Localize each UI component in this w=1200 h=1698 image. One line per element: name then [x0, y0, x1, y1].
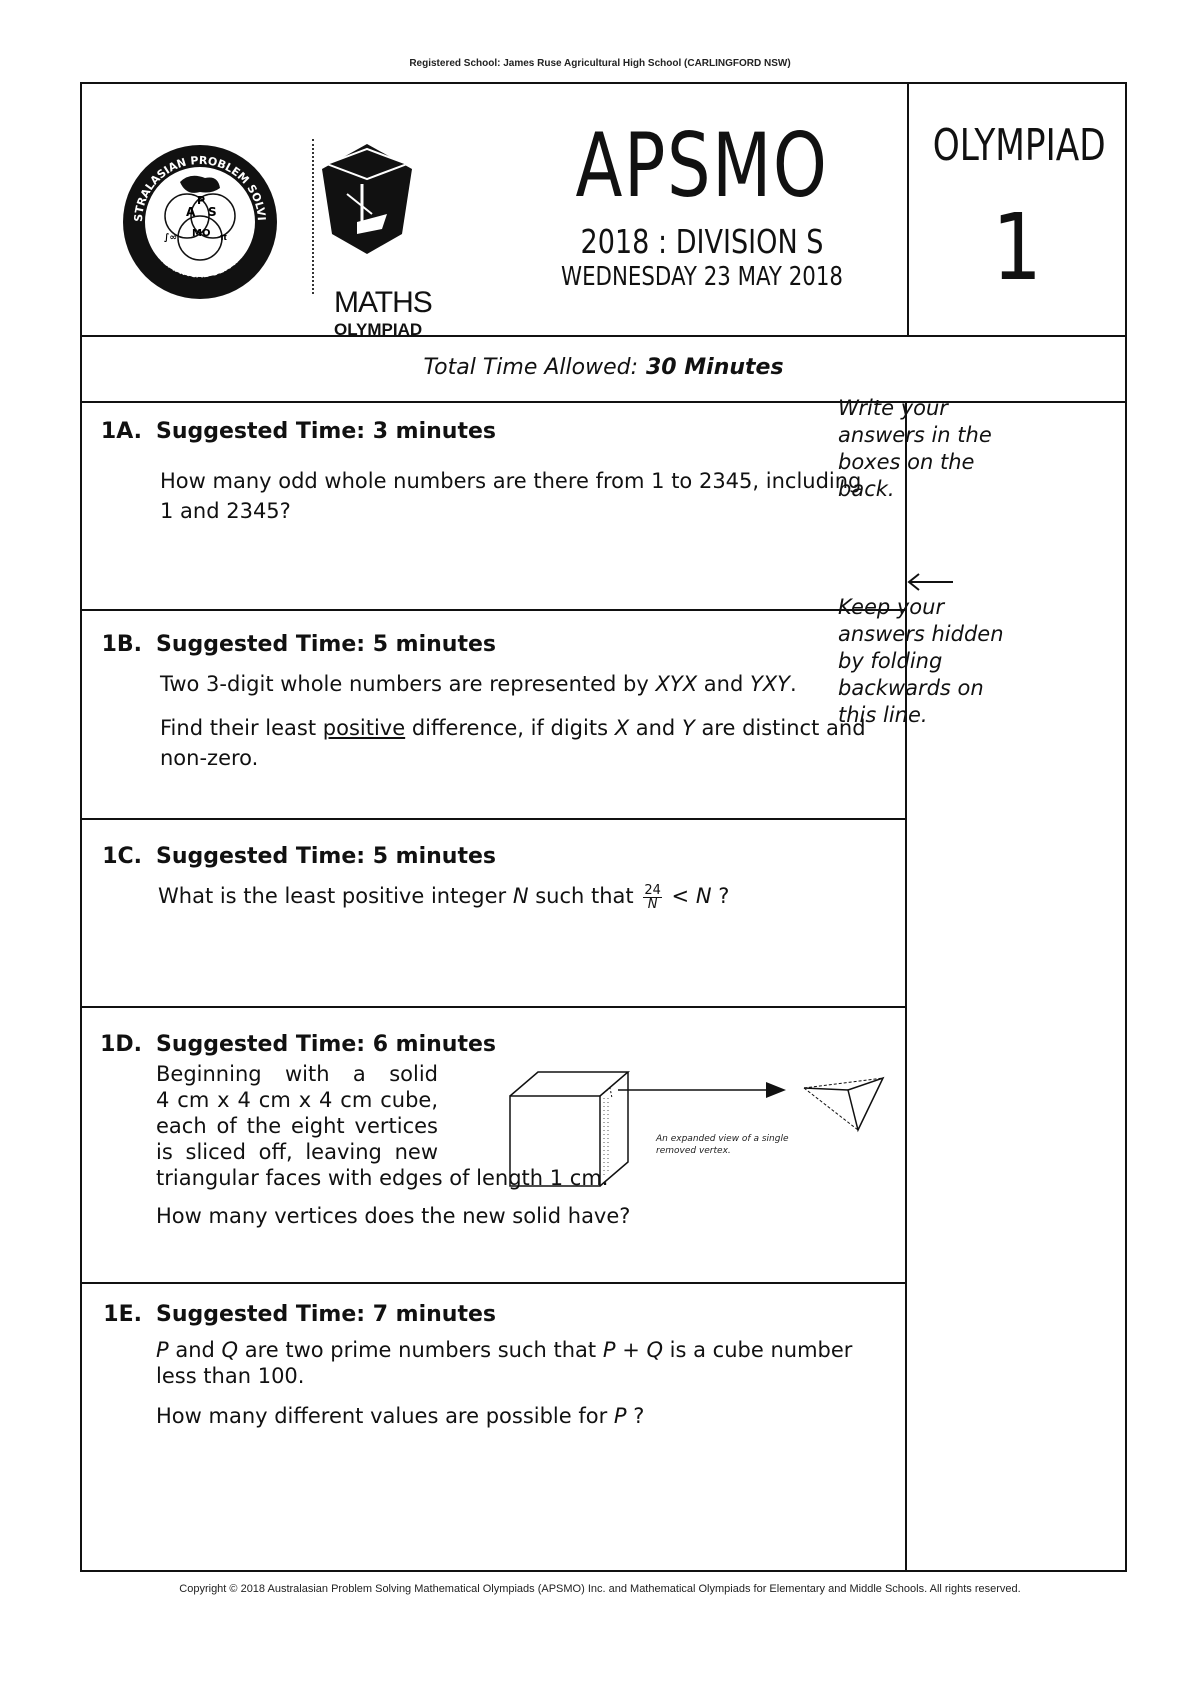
side-note-keep-hidden: Keep your answers hidden by folding backwards on this line. — [838, 595, 1004, 727]
question-text-line: 4 cm x 4 cm x 4 cm cube, — [156, 1088, 438, 1112]
question-text-line: each of the eight vertices — [156, 1114, 438, 1138]
cube-diagram — [508, 1068, 898, 1188]
svg-text:S: S — [208, 205, 217, 219]
question-id: 1B. — [101, 632, 142, 657]
division: 2018 : DIVISION S — [580, 222, 824, 261]
olympiad-number: 1 — [992, 194, 1042, 301]
maths-olympiad-line1: MATHS — [334, 286, 432, 319]
question-1e — [82, 1302, 905, 1443]
exam-date: WEDNESDAY 23 MAY 2018 — [560, 262, 843, 292]
maths-olympiad-line2: OLYMPIAD — [334, 320, 423, 339]
question-text-line: is sliced off, leaving new — [156, 1140, 438, 1164]
question-id: 1E. — [103, 1302, 142, 1327]
owl-icon — [312, 124, 422, 274]
title: APSMO — [575, 114, 829, 217]
suggested-time: Suggested Time: 7 minutes — [156, 1302, 497, 1327]
question-text: P and Q are two prime numbers such that P + Q is a cube number less than 100. — [156, 1338, 853, 1388]
header-divider — [907, 84, 909, 337]
question-text: How many different values are possible for P ? — [156, 1404, 645, 1428]
svg-text:MO: MO — [192, 228, 211, 239]
registered-school: Registered School: James Ruse Agricultural High School (CARLINGFORD NSW) — [409, 58, 791, 69]
question-text: How many odd whole numbers are there from 1 to 2345, including 1 and 2345? — [160, 469, 862, 523]
question-text: How many vertices does the new solid have? — [156, 1204, 631, 1228]
question-id: 1A. — [100, 419, 142, 444]
question-1a — [82, 419, 905, 540]
question-separator — [82, 609, 905, 611]
total-time-label: Total Time Allowed: — [423, 355, 638, 380]
suggested-time: Suggested Time: 5 minutes — [156, 632, 497, 657]
question-text: Two 3-digit whole numbers are represented by XYX and YXY. — [160, 672, 797, 696]
svg-text:π: π — [220, 233, 228, 243]
fraction: $\frac{24}{N}$ — [644, 882, 661, 912]
suggested-time: Suggested Time: 6 minutes — [156, 1032, 497, 1057]
question-text-line: Beginning with a solid — [156, 1062, 438, 1086]
olympiad-label: OLYMPIAD — [932, 120, 1106, 171]
total-time-row — [82, 337, 1125, 403]
question-text-line: triangular faces with edges of length 1 cm. — [156, 1166, 609, 1190]
question-text: Find their least positive difference, if digits X and Y are distinct and non-zero. — [160, 716, 866, 770]
header — [82, 84, 1125, 337]
arrow-left-icon — [905, 572, 955, 592]
question-separator — [82, 1282, 905, 1284]
copyright: Copyright © 2018 Australasian Problem Solving Mathematical Olympiads (APSMO) Inc. and Mathematical Olympiads for Elementary and Middle Schools. All rights reserved. — [179, 1583, 1021, 1595]
suggested-time: Suggested Time: 5 minutes — [156, 844, 497, 869]
question-1c — [82, 844, 905, 925]
total-time-value: 30 Minutes — [645, 355, 784, 380]
question-id: 1C. — [102, 844, 142, 869]
question-separator — [82, 818, 905, 820]
svg-text:AUSTRALASIAN PROBLEM SOLVING: STRALASIAN PROBLEM SOLVI — [131, 153, 269, 223]
exam-frame — [80, 82, 1127, 1572]
question-text: What is the least positive integer N such that $\frac{24}{N}$ < N ? — [158, 882, 730, 912]
question-1b — [82, 632, 905, 787]
figure-caption: An expanded view of a single removed vertex. — [656, 1134, 789, 1156]
question-separator — [82, 1006, 905, 1008]
svg-text:P: P — [197, 194, 206, 207]
question-id: 1D. — [100, 1032, 142, 1057]
svg-text:A: A — [186, 205, 196, 219]
suggested-time: Suggested Time: 3 minutes — [156, 419, 497, 444]
side-note-write-answers: Write your answers in the boxes on the back. — [838, 396, 992, 501]
svg-text:∫∞: ∫∞ — [164, 233, 177, 243]
svg-text:MATHEMATICAL OLYMPIADS: MATHEMATICAL OLYMPIADS — [144, 235, 256, 281]
apsmo-seal-logo — [120, 142, 280, 306]
